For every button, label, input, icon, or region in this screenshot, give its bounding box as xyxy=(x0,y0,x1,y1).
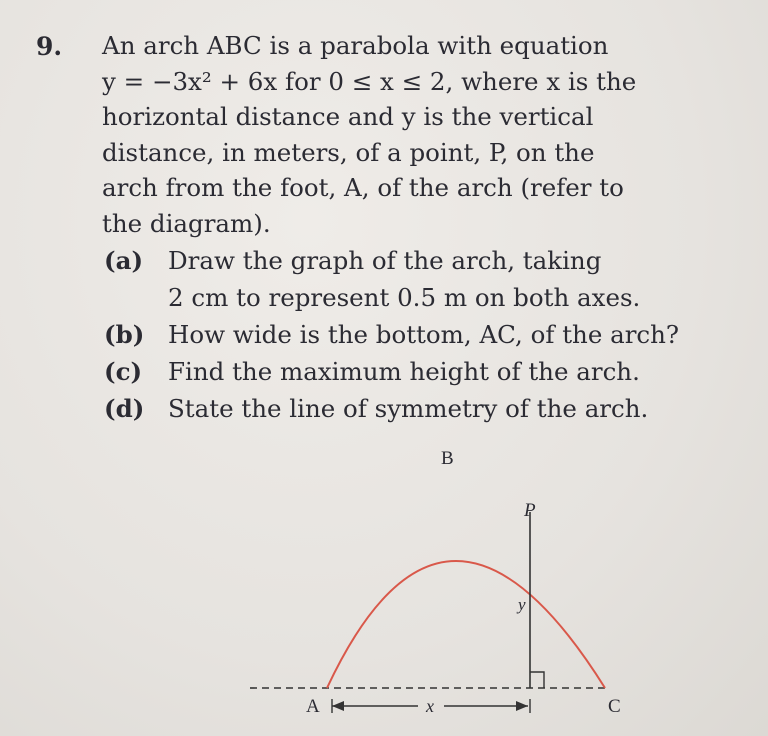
label-x: x xyxy=(426,696,434,716)
part-label: (d) xyxy=(104,394,145,423)
arch-diagram-svg xyxy=(240,440,660,730)
stem-line: arch from the foot, A, of the arch (refer to xyxy=(102,173,624,202)
stem-line: the diagram). xyxy=(102,208,271,238)
x-arrowhead-left xyxy=(332,701,344,711)
right-angle-marker xyxy=(530,672,544,688)
part-text: State the line of symmetry of the arch. xyxy=(168,394,649,423)
part-a xyxy=(104,242,744,279)
x-arrowhead-right xyxy=(516,701,528,711)
part-d xyxy=(104,390,744,427)
stem-line: horizontal distance and y is the vertical xyxy=(102,102,594,131)
part-label: (c) xyxy=(104,357,143,386)
stem-line: distance, in meters, of a point, P, on the xyxy=(102,137,595,167)
question-parts xyxy=(104,242,744,427)
label-C: C xyxy=(608,696,621,717)
question-number: 9. xyxy=(36,32,63,61)
question-stem xyxy=(102,28,722,241)
label-P: P xyxy=(524,500,536,521)
arch-diagram xyxy=(240,440,660,730)
part-label: (b) xyxy=(104,320,145,349)
part-b xyxy=(104,316,744,353)
part-label: (a) xyxy=(104,246,144,275)
part-c xyxy=(104,353,744,390)
part-text: Find the maximum height of the arch. xyxy=(168,357,640,386)
part-text: How wide is the bottom, AC, of the arch? xyxy=(168,320,680,349)
label-A: A xyxy=(306,696,320,717)
label-B: B xyxy=(441,448,454,469)
part-text: Draw the graph of the arch, taking xyxy=(168,246,602,275)
stem-line: An arch ABC is a parabola with equation xyxy=(102,31,609,60)
stem-line: y = −3x² + 6x for 0 ≤ x ≤ 2, where x is the xyxy=(102,66,637,96)
arch-curve xyxy=(327,561,605,688)
label-y: y xyxy=(518,595,526,614)
part-a-continuation: 2 cm to represent 0.5 m on both axes. xyxy=(168,283,641,312)
